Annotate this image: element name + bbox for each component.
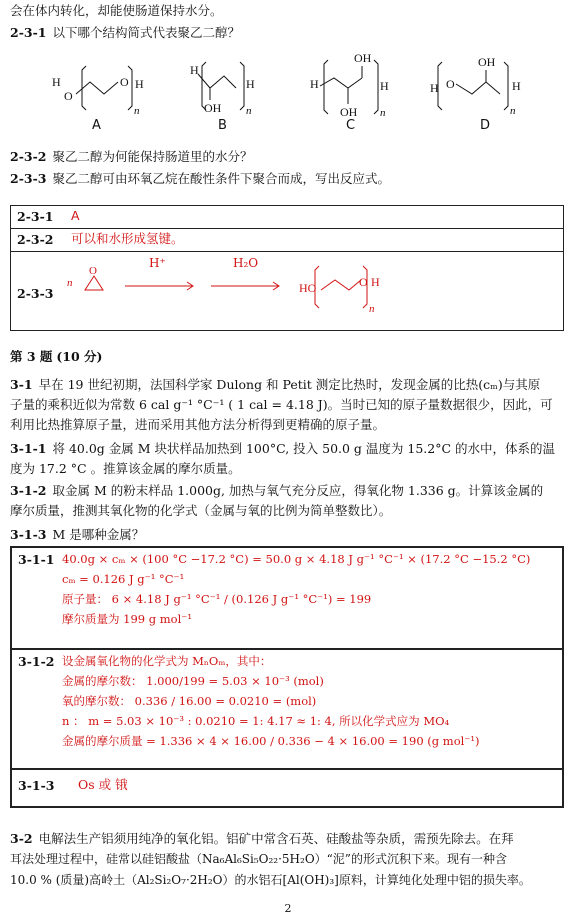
choice-label-a: A: [92, 118, 101, 133]
svg-text:O: O: [120, 75, 129, 89]
choice-label-d: D: [480, 118, 491, 133]
reagent-acid: H⁺: [149, 256, 166, 270]
question-2-3-1: [10, 24, 564, 41]
svg-text:OH: OH: [354, 51, 372, 65]
question-3-1-2-line-2: 摩尔质量，推测其氧化物的化学式（金属与氧的比例为简单整数比）。: [10, 503, 392, 518]
reagent-water: H₂O: [233, 256, 259, 270]
question-text: 将 40.0g 金属 M 块状样品加热到 100°C, 投入 50.0 g 温度为 15.2°C 的水中，体系的温: [52, 441, 555, 456]
paragraph-text: 早在 19 世纪初期，法国科学家 Dulong 和 Petit 测定比热时，发现金属的比热(cₘ)与其原: [38, 377, 541, 392]
structure-c: [310, 51, 389, 119]
svg-text:H: H: [135, 77, 144, 91]
paragraph-3-2-line-3: 10.0 % (质量)高岭土（Al₂Si₂O₇·2H₂O）的水铝石[Al(OH)₃]原料，计算纯化处理中铝的损失率。: [10, 873, 531, 887]
answer-line: 金属的摩尔质量 = 1.336 × 4 × 16.00 / 0.336 − 4 × 16.00 = 190 (g mol⁻¹): [62, 734, 480, 748]
answer-row-3-1-1: [12, 548, 562, 650]
answer-row-2-3-3: [11, 252, 563, 330]
question-3-1-1-line-2: 度为 17.2 °C 。推算该金属的摩尔质量。: [10, 461, 241, 476]
answer-text: 可以和水形成氢键。: [71, 231, 184, 246]
answer-row-3-1-3: [12, 770, 562, 806]
answer-line: n ： m = 5.03 × 10⁻³ : 0.0210 = 1: 4.17 ≈ 1: 4, 所以化学式应为 MO₄: [62, 714, 450, 728]
choice-label-c: C: [346, 118, 356, 133]
svg-text:OH: OH: [478, 55, 496, 69]
svg-text:H: H: [310, 77, 319, 91]
answer-number: 2-3-1: [17, 209, 54, 224]
svg-text:H: H: [246, 77, 255, 91]
answer-box-3-1: [10, 546, 564, 808]
paragraph-3-1-line-1: [10, 376, 564, 393]
section-title: 第 3 题: [10, 349, 53, 364]
svg-text:H: H: [371, 275, 380, 289]
question-2-3-2: [10, 148, 564, 165]
answer-line: 金属的摩尔数： 1.000/199 = 5.03 × 10⁻³ (mol): [62, 674, 324, 688]
svg-text:HO: HO: [299, 281, 317, 295]
question-3-1-1-line-1: [10, 440, 564, 457]
svg-text:H: H: [430, 81, 439, 95]
svg-text:H: H: [512, 79, 521, 93]
structure-b: [190, 62, 255, 117]
answer-line: Os 或 锇: [78, 777, 128, 792]
answer-line: 设金属氧化物的化学式为 MₙOₘ，其中：: [62, 654, 272, 668]
intro-tail: 会在体内转化，却能使肠道保持水分。: [10, 3, 223, 18]
question-number: 3-1-1: [10, 441, 47, 456]
answer-number: 3-1-1: [18, 552, 55, 567]
paragraph-3-1-line-3: 利用比热推算原子量，进而采用其他方法分析得到更精确的原子量。: [10, 417, 386, 432]
question-number: 3-1-3: [10, 527, 47, 542]
section-score: (10 分): [56, 349, 103, 364]
question-number: 3-1: [10, 377, 33, 392]
answer-line: 摩尔质量为 199 g mol⁻¹: [62, 612, 192, 626]
svg-text:H: H: [380, 79, 389, 93]
structure-choices: [10, 48, 566, 138]
question-3-1-3: [10, 526, 564, 543]
choice-label-b: B: [218, 118, 227, 133]
answer-line: cₘ = 0.126 J g⁻¹ °C⁻¹: [62, 572, 185, 586]
question-number: 3-1-2: [10, 483, 47, 498]
svg-text:O: O: [359, 275, 368, 289]
question-number: 2-3-1: [10, 25, 47, 40]
question-number: 3-2: [10, 831, 33, 846]
svg-text:OH: OH: [204, 101, 222, 115]
svg-text:O: O: [446, 77, 455, 91]
answer-box-2-3: [10, 205, 564, 331]
svg-text:n: n: [380, 107, 386, 119]
question-text: 取金属 M 的粉末样品 1.000g, 加热与氧气充分反应，得氧化物 1.336 g。计算该金属的: [52, 483, 544, 498]
question-2-3-3: [10, 170, 564, 187]
svg-text:n: n: [369, 303, 375, 315]
answer-text: A: [71, 208, 80, 223]
paragraph-3-1-line-2: 子量的乘积近似为常数 6 cal g⁻¹ °C⁻¹ ( 1 cal = 4.18 J)。当时已知的原子量数据很少，因此，可: [10, 397, 553, 412]
paragraph-3-2-line-1: [10, 830, 564, 847]
svg-text:n: n: [246, 105, 252, 117]
answer-line: 原子量： 6 × 4.18 J g⁻¹ °C⁻¹ / (0.126 J g⁻¹ °C⁻¹) = 199: [62, 592, 372, 606]
question-text: 以下哪个结构简式代表聚乙二醇？: [52, 25, 240, 40]
question-text: 聚乙二醇为何能保持肠道里的水分？: [52, 149, 253, 164]
answer-line: 40.0g × cₘ × (100 °C −17.2 °C) = 50.0 g × 4.18 J g⁻¹ °C⁻¹ × (17.2 °C −15.2 °C): [62, 552, 531, 566]
question-text: M 是哪种金属？: [52, 527, 145, 542]
svg-text:OH: OH: [340, 105, 358, 119]
paragraph-3-2-line-2: 耳法处理过程中，硅常以硅铝酸盐（Na₆Al₆Si₅O₂₂·5H₂O）“泥”的形式沉积下来。现有一种含: [10, 852, 507, 866]
question-3-1-2-line-1: [10, 482, 564, 499]
svg-text:O: O: [89, 265, 97, 277]
answer-number: 2-3-3: [17, 286, 54, 301]
paragraph-text: 电解法生产铝须用纯净的氧化铝。铝矿中常含石英、硅酸盐等杂质，需预先除去。在拜: [38, 831, 514, 846]
question-number: 2-3-2: [10, 149, 47, 164]
answer-number: 3-1-2: [18, 654, 55, 669]
svg-text:n: n: [510, 105, 516, 117]
section-3-heading: [10, 348, 564, 365]
page-number: 2: [284, 902, 292, 915]
answer-row-3-1-2: [12, 650, 562, 770]
question-text: 聚乙二醇可由环氧乙烷在酸性条件下聚合而成，写出反应式。: [52, 171, 390, 186]
question-number: 2-3-3: [10, 171, 47, 186]
svg-text:n: n: [134, 105, 140, 117]
svg-text:H: H: [190, 63, 199, 77]
structure-d: [430, 55, 521, 117]
svg-text:n: n: [67, 277, 73, 289]
answer-line: 氧的摩尔数： 0.336 / 16.00 = 0.0210 = (mol): [62, 694, 317, 708]
svg-text:O: O: [64, 89, 73, 103]
reaction-scheme: [63, 256, 563, 326]
structure-a: [52, 66, 144, 117]
answer-row-2-3-2: [11, 229, 563, 252]
answer-number: 2-3-2: [17, 232, 54, 247]
answer-number: 3-1-3: [18, 778, 55, 793]
answer-row-2-3-1: [11, 206, 563, 229]
svg-text:H: H: [52, 75, 61, 89]
